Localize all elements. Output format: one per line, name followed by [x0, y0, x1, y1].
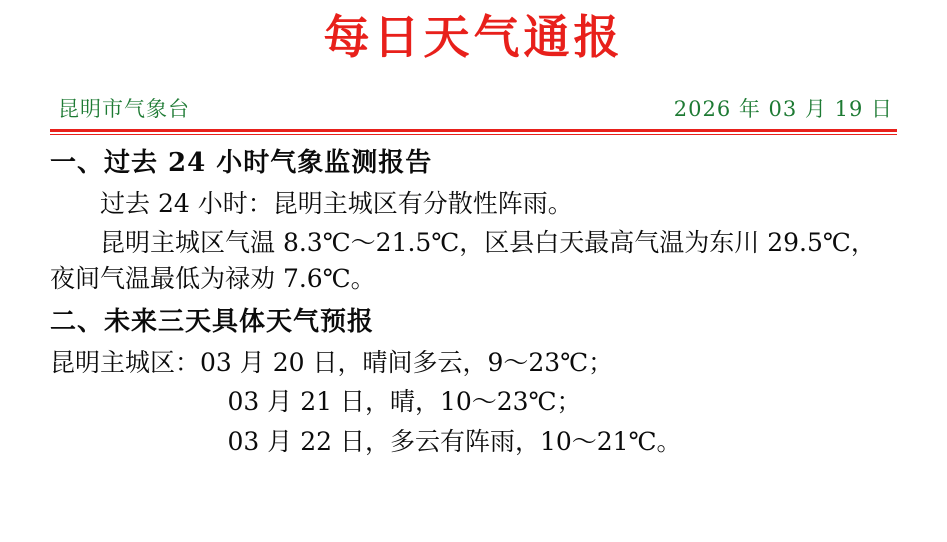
- section-heading-2: 二、未来三天具体天气预报: [50, 307, 375, 337]
- header-divider-thin: [50, 134, 897, 135]
- forecast-day-3: 03 月 22 日，多云有阵雨，10～21℃。: [227, 426, 682, 456]
- forecast-row-2: [50, 384, 897, 420]
- section-heading-1: 一、过去 24 小时气象监测报告: [50, 147, 433, 178]
- page-title: 每日天气通报: [323, 10, 624, 64]
- document-body: [50, 145, 897, 460]
- section-1-paragraph-2: 昆明主城区气温 8.3℃～21.5℃，区县白天最高气温为东川 29.5℃，夜间气温最低为禄劝 7.6℃。: [50, 228, 876, 293]
- header-divider-thick: [50, 129, 897, 132]
- forecast-day-2: 03 月 21 日，晴，10～23℃；: [227, 387, 582, 417]
- section-1-paragraph-1: 过去 24 小时：昆明主城区有分散性阵雨。: [100, 188, 573, 218]
- issue-date: 2026 年 03 月 19 日: [673, 96, 893, 121]
- document-meta: [58, 93, 893, 123]
- forecast-row-3: [50, 424, 897, 460]
- forecast-area-label: 昆明主城区：: [50, 347, 201, 377]
- issuer-label: 昆明市气象台: [58, 96, 190, 121]
- forecast-row-1: [50, 345, 897, 381]
- document-page: [0, 12, 947, 542]
- forecast-day-1: 03 月 20 日，晴间多云，9～23℃；: [200, 347, 614, 377]
